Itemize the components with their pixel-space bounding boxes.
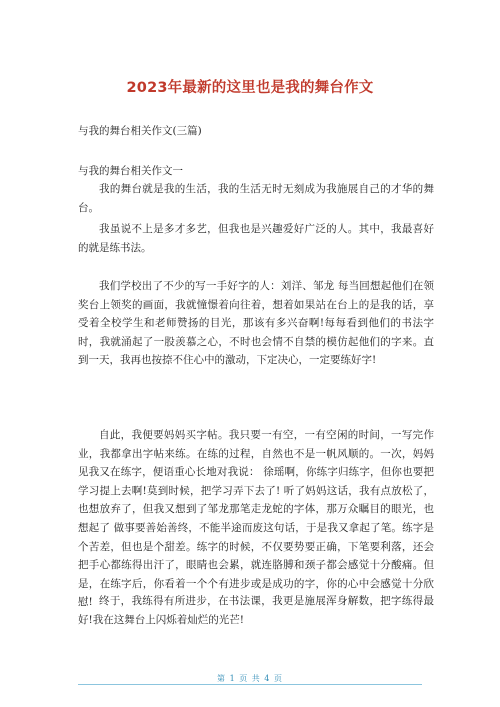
paragraph-5: 终于，我练得有所进步，在书法课，我更是施展浑身解数，把字练得最好!我在这舞台上闪烁着灿烂的光芒! <box>78 595 434 626</box>
page-footer: 第 1 页 共 4 页 <box>217 674 283 683</box>
paragraph-2: 我虽说不上是多才多艺，但我也是兴趣爱好广泛的人。其中，我最喜好的就是练书法。 <box>78 223 434 254</box>
paragraph-4: 自此，我便要妈妈买字帖。我只要一有空，一有空闲的时间，一写完作业，我都拿出字帖来练。在练的过程，自然也不是一帆风顺的。一次，妈妈见我又在练字，便语重心长地对我说： 徐瑶啊，你练字归练字，但你也要把学习提上去啊!莫到时候，把学习弄下去了! 听了妈妈这话，我有点放松了，也想放弃了，但我又想到了邹龙那笔走龙蛇的字体，那万众瞩目的眼光，也想起了 做事要善始善终，不能半途而废这句话，于是我又拿起了笔。练字是个苦差，但也是个甜差。练字的时候，不仅要势要正确，下笔要利落，还会把手心都练得出汗了，眼睛也会累，就连胳膊和颈子都会感觉十分酸痛。但是，在练字后，你看着一个个有进步或是成功的字，你的心中会感觉十分欣慰! <box>78 429 434 609</box>
document-title: 2023年最新的这里也是我的舞台作文 <box>126 80 374 96</box>
paragraph-1: 我的舞台就是我的生活，我的生活无时无刻成为我施展自己的才华的舞台。 <box>78 183 434 214</box>
footer-divider <box>78 684 422 685</box>
paragraph-3: 我们学校出了不少的写一手好字的人：刘洋、邹龙 每当回想起他们在领奖台上领奖的画面，我就憧憬着向往着，想着如果站在台上的是我的话，享受着全校学生和老师赞扬的目光，那该有多兴奋啊!每每看到他们的书法字时，我就涌起了一股羡慕之心，不时也会情不自禁的模仿起他们的字来。直到一天，我再也按捺不住心中的激动，下定决心，一定要练好字! <box>78 280 434 367</box>
section-heading: 与我的舞台相关作文一 <box>78 165 183 177</box>
document-subtitle: 与我的舞台相关作文(三篇) <box>78 125 202 137</box>
